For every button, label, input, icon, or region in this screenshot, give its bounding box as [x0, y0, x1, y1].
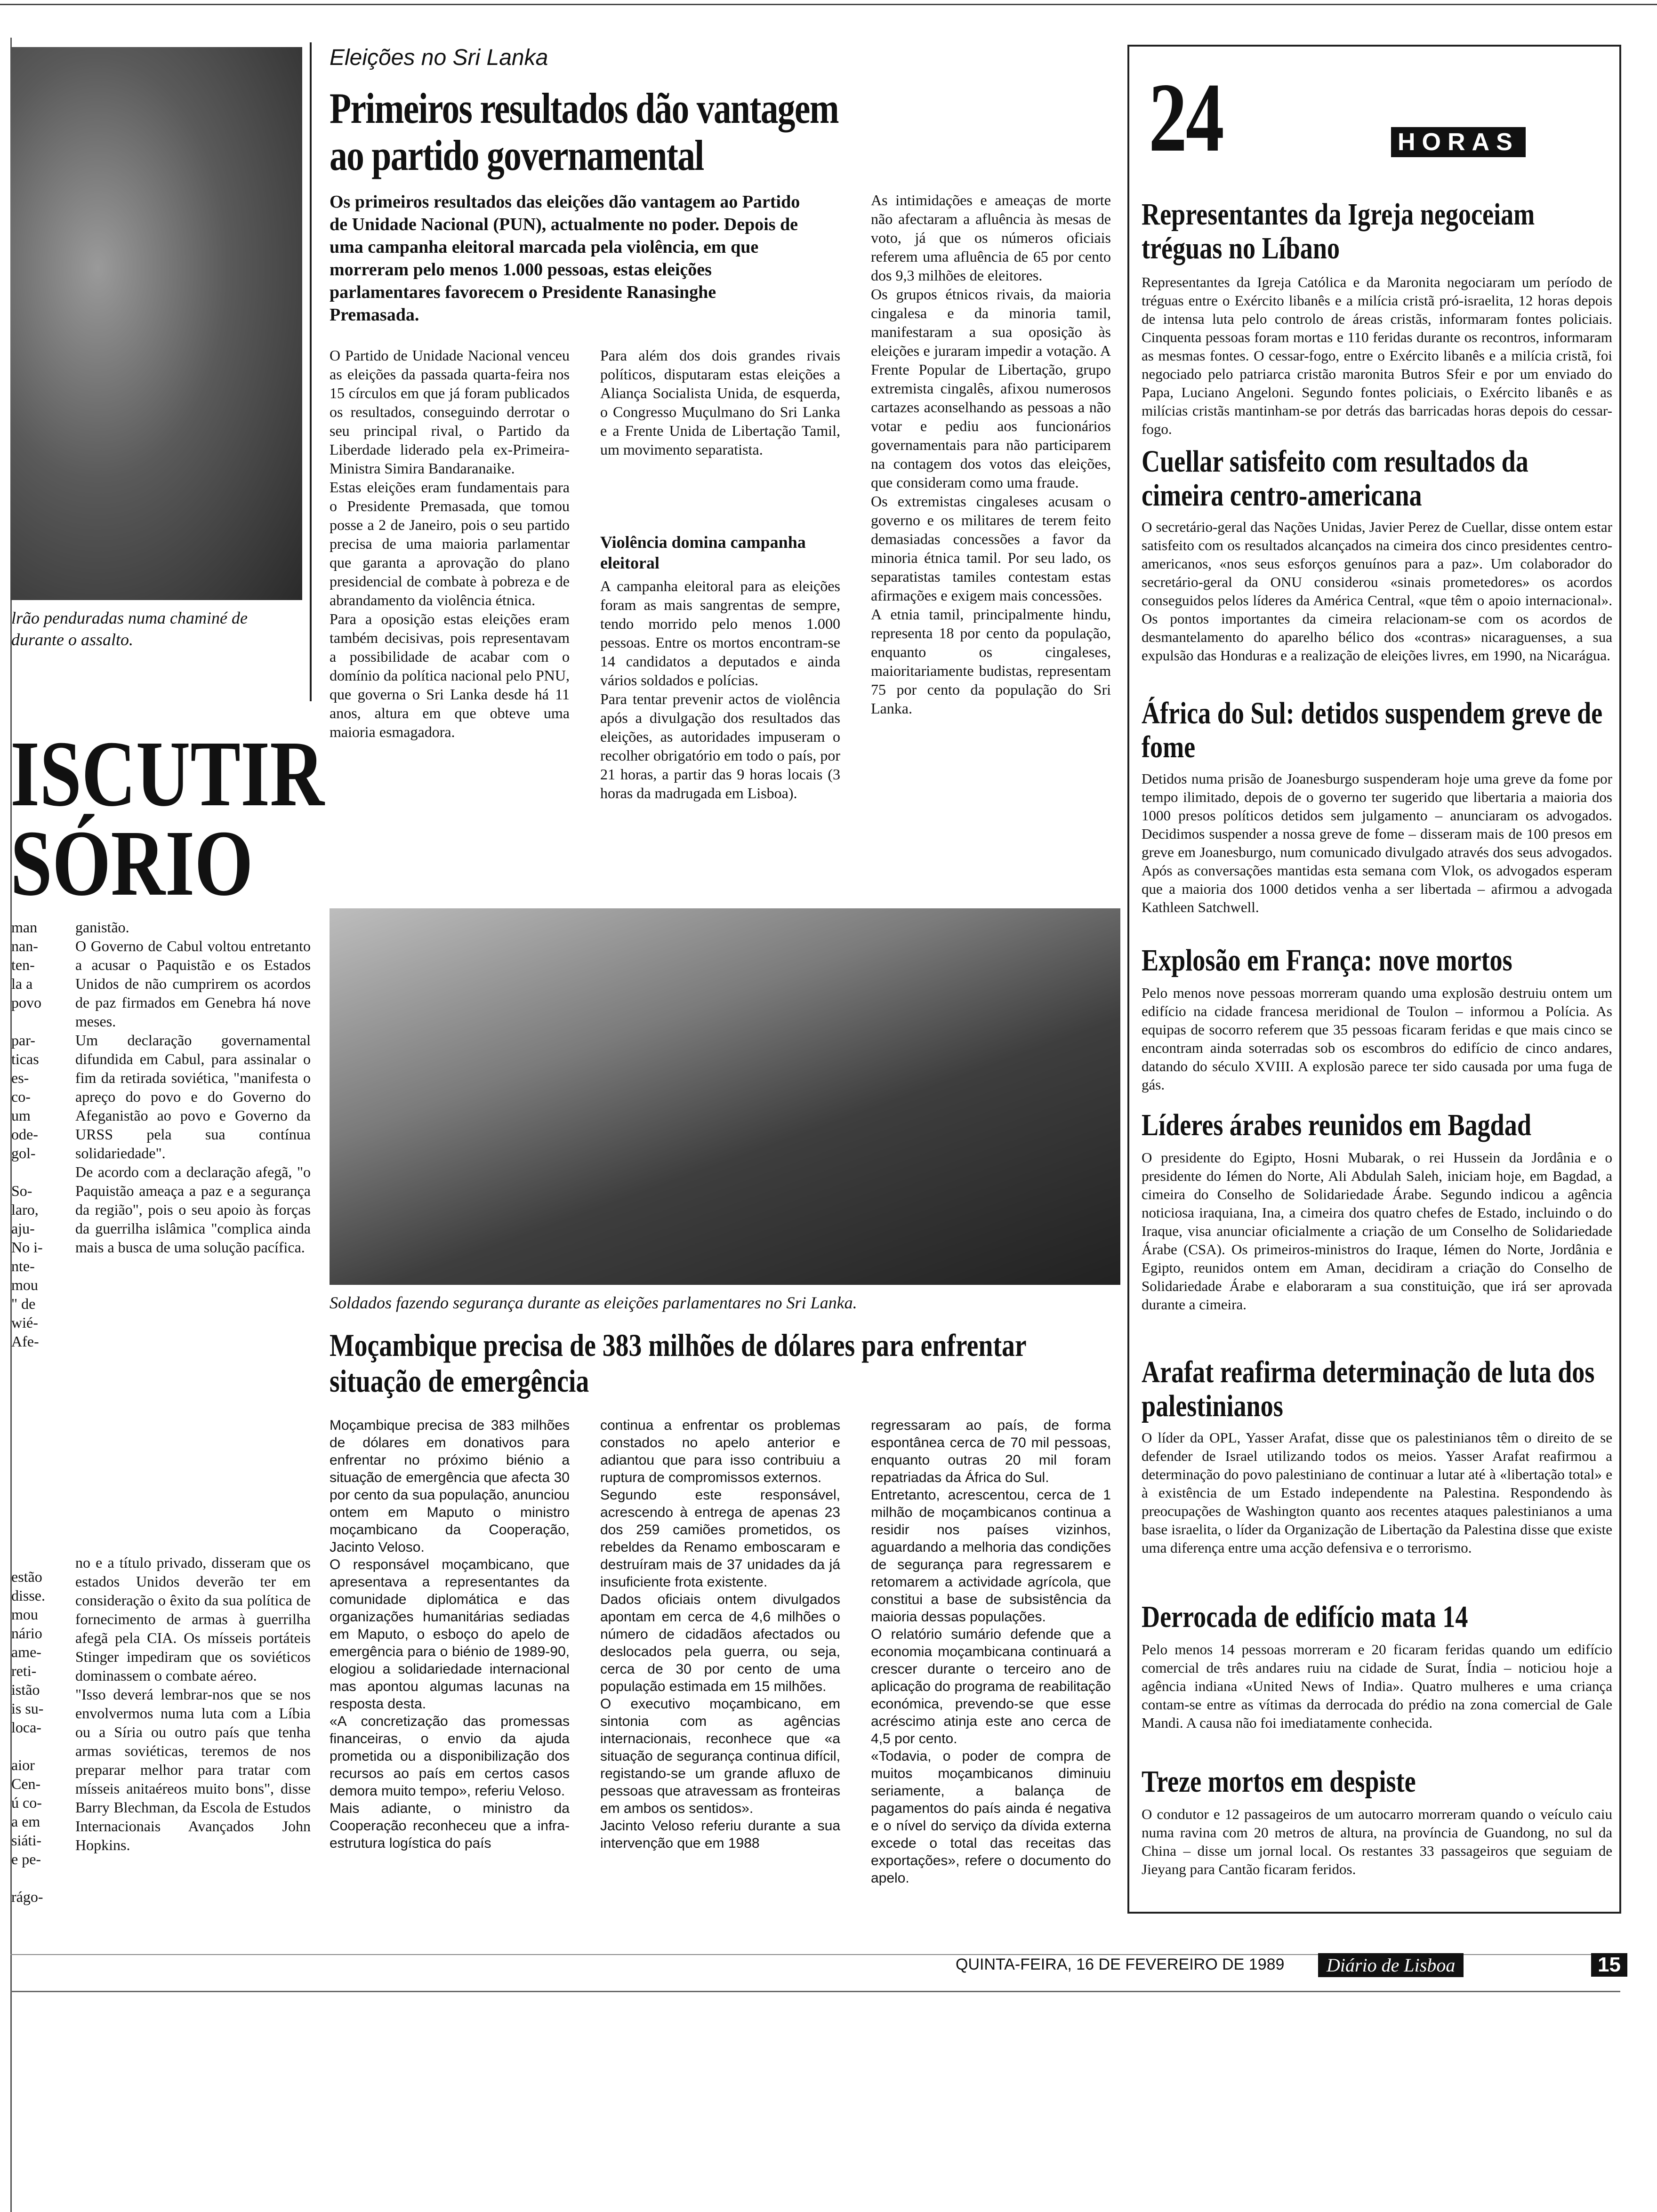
sidebar-item-heading: Explosão em França: nove mortos — [1142, 943, 1512, 978]
sidebar-item-text: Pelo menos nove pessoas morreram quando uma explosão destruiu ontem um edifício na cidade francesa meridional de Toulon – informou a Polícia. As equipas de socorro referem que 35 pessoas ficaram feridas e que mais cinco se encontram ainda soterradas sob os escombros do edifício de cinco andares, datando do século XVIII. A explosão parece ter sido causada por uma fuga de gás. — [1142, 985, 1612, 1093]
left-fragment-column: man nan- ten- la a povo par- ticas es- co- um ode- gol- So- laro, aju- No i- nte- mou " de wié- Afe- — [11, 919, 43, 1350]
soldiers-photo-caption: Soldados fazendo segurança durante as eleições parlamentares no Sri Lanka. — [330, 1293, 857, 1312]
mozambique-col-1: Moçambique precisa de 383 milhões de dólares em donativos para enfrentar no próximo biénio a situação de emergência que afecta 30 por cento da sua população, anunciou ontem em Maputo o ministro moçambicano da Cooperação, Jacinto Veloso. O responsável moçambicano, que apresentava a representantes da comunidade diplomática e das organizações humanitárias sediadas em Maputo, o esboço do apelo de emergência para o biénio de 1989-90, elogiou a solidariedade internacional mas apontou algumas lacunas na resposta desta. «A concretização das promessas financeiras, o envio da ajuda prometida ou a disponibilização dos recursos ao país em certos casos demora muito tempo», referiu Veloso. Mais adiante, o ministro da Cooperação reconheceu que a infra-estrutura logística do país — [330, 1418, 570, 1851]
top-rule — [0, 4, 1657, 5]
sidebar-item-text: Representantes da Igreja Católica e da Maronita negociaram um período de tréguas entre o Exército libanês e a milícia cristã pró-israelita, 12 horas depois de intensa luta pelo controlo de áreas cristãs, informaram fontes policiais. Cinquenta pessoas foram mortas e 110 feridas durante os recontros, informaram as mesmas fontes. O cessar-fogo, entre o Exército libanês e a milícia cristã, foi negociado pelo patriarca cristão maronita Butros Sfeir e por um enviado do Papa, Luciano Angeloni. Segundo fontes policiais, o Exército libanês e as milícias cristãs mantinham-se por detrás das barricadas horas depois do cessar-fogo. — [1142, 274, 1612, 437]
left-column-rule — [310, 42, 312, 701]
sidebar-right-rule — [1619, 45, 1621, 1913]
mozambique-headline: Moçambique precisa de 383 milhões de dólares para enfrentar situação de emergência — [330, 1327, 1026, 1399]
sri-lanka-headline: Primeiros resultados dão vantagem ao partido governamental — [330, 84, 838, 179]
mozambique-col-2: continua a enfrentar os problemas constados no apelo anterior e adiantou que para isso contribuiu a ruptura de compromissos externos. Segundo este responsável, acrescendo à entrega de apenas 23 dos 259 camiões prometidos, os rebeldes da Renamo emboscaram e destruíram mais de 37 unidades da já insuficiente frota existente. Dados oficiais ontem divulgados apontam em cerca de 4,6 milhões o número de cidadãos afectados ou deslocados pela guerra, ou seja, cerca de 30 por cento de uma população estimada em 15 milhões. O executivo moçambicano, em sintonia com as agências internacionais, reconhece que «a situação de segurança continua difícil, registando-se um grande afluxo de pessoas que atravessam as fronteiras em ambos os sentidos». Jacinto Veloso referiu durante a sua intervenção que em 1988 — [600, 1418, 840, 1851]
left-headline-2: SÓRIO — [10, 811, 253, 915]
banner-24: 24 — [1149, 63, 1223, 172]
masthead: Diário de Lisboa — [1318, 1953, 1464, 1977]
sri-lanka-col-2b: A campanha eleitoral para as eleições foram as mais sangrentas de sempre, tendo morrido pelo menos 1.000 pessoas. Entre os mortos encontram-se 14 candidatos a deputados e ainda vários soldados e polícias. Para tentar prevenir actos de violência após a divulgação dos resultados das eleições, as autoridades impuseram o recolher obrigatório em todo o país, por 21 horas, a partir das 9 horas locais (3 horas da madrugada em Lisboa). — [600, 577, 840, 801]
sidebar-item-text: O líder da OPL, Yasser Arafat, disse que os palestinianos têm o direito de se defender de Israel utilizando todos os meios. Yasser Arafat reafirmou a determinação do povo palestiniano de continuar a lutar até à «libertação total» e à existência de um Estado independente na Palestina. Respondendo às preocupações de Washington quanto aos recentes ataques palestinianos a uma base israelita, o líder da Organização de Libertação da Palestina disse que existe uma diferença entre uma acção defensiva e o terrorismo. — [1142, 1429, 1612, 1556]
sri-lanka-col-3: As intimidações e ameaças de morte não afectaram a afluência às mesas de voto, já que os números oficiais referem uma afluência de 65 por cento dos 9,3 milhões de eleitores. Os grupos étnicos rivais, da maioria cingalesa e da minoria tamil, manifestaram a sua oposição às eleições e juraram impedir a votação. A Frente Popular de Libertação, grupo extremista cingalês, afixou numerosos cartazes aconselhando as pessoas a não votar e pediu aos funcionários governamentais para não participarem na contagem dos votos das eleições, que consideram como uma fraude. Os extremistas cingaleses acusam o governo e os militares de terem feito demasiadas concessões a favor da minoria étnica tamil. Por seu lado, os separatistas tamiles contestam estas afirmações e exigem mais concessões. A etnia tamil, principalmente hindu, representa 18 por cento da população, enquanto os cingaleses, maioritariamente budistas, representam 75 por cento da população do Sri Lanka. — [871, 192, 1111, 717]
banner-horas: HORAS — [1391, 127, 1526, 157]
left-photo — [10, 47, 302, 600]
sidebar-item-text: Pelo menos 14 pessoas morreram e 20 ficaram feridas quando um edifício comercial de três andares ruiu na cidade de Surat, Índia – noticiou hoje a agência indiana «United News of India». Quatro mulheres e uma criança contam-se entre as vítimas da derrocada do prédio na zona comercial de Gale Mandi. A causa não foi imediatamente conhecida. — [1142, 1641, 1612, 1731]
sidebar-item-text: O condutor e 12 passageiros de um autocarro morreram quando o veículo caiu numa ravina com 20 metros de altura, na província de Guandong, no sul da China – disse um jornal local. Os restantes 33 passageiros que seguiam de Jieyang para Cantão ficaram feridos. — [1142, 1806, 1612, 1877]
left-headline-1: ISCUTIR — [10, 722, 324, 826]
sidebar-item-heading: Representantes da Igreja negoceiam tréguas no Líbano — [1142, 197, 1535, 265]
sri-lanka-deck: Os primeiros resultados das eleições dão vantagem ao Partido de Unidade Nacional (PUN), actualmente no poder. Depois de uma campanha eleitoral marcada pela violência, em que morreram pelo menos 1.000 pessoas, estas eleições parlamentares favorecem o Presidente Ranasinghe Premasada. — [330, 192, 800, 325]
sidebar-item-text: O presidente do Egipto, Hosni Mubarak, o rei Hussein da Jordânia e o presidente do Iémen do Norte, Ali Abdulah Saleh, iniciam hoje, em Bagdad, a cimeira do Conselho de Solidariedade Árabe. Segundo indicou a agência noticiosa iraquiana, Ina, a cimeira dos quatro chefes de Estado, incluindo o do Iraque, visa anunciar oficialmente a criação de um Conselho de Solidariedade Árabe (CSA). Os primeiros-ministros do Iraque, Iémen do Norte, Jordânia e Egipto, reunidos ontem em Aman, decidiram a criação do Conselho de Solidariedade Árabe e elaboraram a sua constituição, que irá ser aprovada durante a cimeira. — [1142, 1149, 1612, 1313]
sidebar-item-heading: Arafat reafirma determinação de luta dos palestinianos — [1142, 1355, 1595, 1423]
footer-date: QUINTA-FEIRA, 16 DE FEVEREIRO DE 1989 — [956, 1956, 1285, 1973]
sidebar-item-heading: Derrocada de edifício mata 14 — [1142, 1600, 1468, 1634]
sidebar-top-rule — [1127, 45, 1621, 47]
sidebar-item-heading: Líderes árabes reunidos em Bagdad — [1142, 1108, 1531, 1142]
sidebar-item-heading: Cuellar satisfeito com resultados da cimeira centro-americana — [1142, 444, 1528, 513]
sri-lanka-subhead: Violência domina campanha eleitoral — [600, 533, 806, 572]
left-article-column-2: no e a título privado, disseram que os estados Unidos deverão ter em consideração o êxito da sua política de fornecimento de armas à guerrilha afegã pela CIA. Os mísseis portáteis Stinger impediram que os soviéticos dominassem o combate aéreo. "Isso deverá lembrar-nos que se nos envolvermos numa luta com a Líbia ou a Síria ou outro país que tenha armas soviéticas, teremos de nos preparar melhor para tratar com mísseis anitaéreos muito bons", disse Barry Blechman, da Escola de Estudos Internacionais Avançados John Hopkins. — [75, 1554, 311, 1853]
mozambique-col-3: regressaram ao país, de forma espontânea cerca de 70 mil pessoas, enquanto outras 20 mil foram repatriadas da África do Sul. Entretanto, acrescentou, cerca de 1 milhão de moçambicanos continua a residir nos países vizinhos, aguardando a melhoria das condições de segurança para regressarem e retomarem a actividade agrícola, que constitui a base de subsistência da maioria dessas populações. O relatório sumário defende que a economia moçambicana continuará a crescer durante o terceiro ano de aplicação do programa de reabilitação económica, prevendo-se que esse acréscimo atinja este ano cerca de 4,5 por cento. «Todavia, o poder de compra de muitos moçambicanos diminuiu seriamente, a balança de pagamentos do país ainda é negativa e o nível do serviço da dívida externa excede o total das receitas das exportações», refere o documento do apelo. — [871, 1418, 1111, 1886]
sri-lanka-kicker: Eleições no Sri Lanka — [330, 45, 548, 70]
soldiers-photo — [330, 908, 1120, 1285]
left-photo-caption: lrão penduradas numa chaminé de durante o assalto. — [11, 609, 248, 649]
sidebar-item-text: O secretário-geral das Nações Unidas, Javier Perez de Cuellar, disse ontem estar satisfeito com os resultados alcançados na cimeira dos cinco presidentes centro-americanos, «nos seus esforços genuínos para a paz». Um colaborador do secretário-geral da ONU considerou «sinais prometedores» os acordos conseguidos pelos líderes da América Central, «que têm o apoio internacional». Os pontos importantes da cimeira relacionam-se com os acordos de desmantelamento do aparelho bélico dos «contras» nicaraguenses, a sua expulsão das Honduras e a realização de eleições livres, em 1990, na Nicarágua. — [1142, 519, 1612, 664]
sidebar-item-heading: África do Sul: detidos suspendem greve de fome — [1142, 696, 1603, 764]
page-number: 15 — [1591, 1953, 1627, 1977]
left-fragment-column-2: estão disse. mou nário ame- reti- istão is su- loca- aior Cen- ú co- a em siáti- e pe- rágo- — [11, 1568, 45, 1905]
sidebar-left-rule — [1127, 45, 1129, 1913]
sidebar-item-text: Detidos numa prisão de Joanesburgo suspenderam hoje uma greve da fome por tempo ilimitado, depois de o governo ter sugerido que libertaria a maioria dos 1000 presos políticos detidos sem julgamento – anunciaram os advogados. Decidimos suspender a nossa greve de fome – disseram mais de 100 presos em greve em Joanesburgo, num comunicado divulgado através dos seus advogados. Após as conversações mantidas esta semana com Vlok, os advogados esperam que a maioria dos 1000 detidos venha a ser libertada – afirmou a advogada Kathleen Satchwell. — [1142, 770, 1612, 915]
bottom-rule — [10, 1991, 1620, 1992]
sidebar-bottom-rule — [1127, 1912, 1621, 1914]
sidebar-item-heading: Treze mortos em despiste — [1142, 1764, 1416, 1799]
sri-lanka-col-1: O Partido de Unidade Nacional venceu as eleições da passada quarta-feira nos 15 círculos em que já foram publicados os resultados, conseguindo derrotar o seu principal rival, o Partido da Liberdade liderado pela ex-Primeira-Ministra Simira Bandaranaike. Estas eleições eram fundamentais para o Presidente Premasada, que tomou posse a 2 de Janeiro, pois o seu partido precisa de uma maioria parlamentar que garanta a aprovação do plano presidencial de combate à pobreza e de abrandamento da violência étnica. Para a oposição estas eleições eram também decisivas, pois representavam a possibilidade de acabar com o domínio da política nacional pelo PNU, que governa o Sri Lanka desde há 11 anos, altura em que obteve uma maioria esmagadora. — [330, 347, 570, 740]
sri-lanka-col-2a: Para além dos dois grandes rivais políticos, disputaram estas eleições a Aliança Socialista Unida, de esquerda, o Congresso Muçulmano do Sri Lanka e a Frente Unida de Libertação Tamil, um movimento separatista. — [600, 347, 840, 458]
left-article-column: ganistão. O Governo de Cabul voltou entretanto a acusar o Paquistão e os Estados Unidos de não cumprirem os acordos de paz firmados em Genebra há nove meses. Um declaração governamental difundida em Cabul, para assinalar o fim da retirada soviética, "manifesta o apreço do povo e do Governo do Afeganistão ao povo e Governo da URSS pela sua contínua solidariedade". De acordo com a declaração afegã, "o Paquistão ameaça a paz e a segurança da região", pois o seu apoio às forças da guerrilha islâmica "complica ainda mais a busca de uma solução pacífica. — [75, 919, 311, 1256]
